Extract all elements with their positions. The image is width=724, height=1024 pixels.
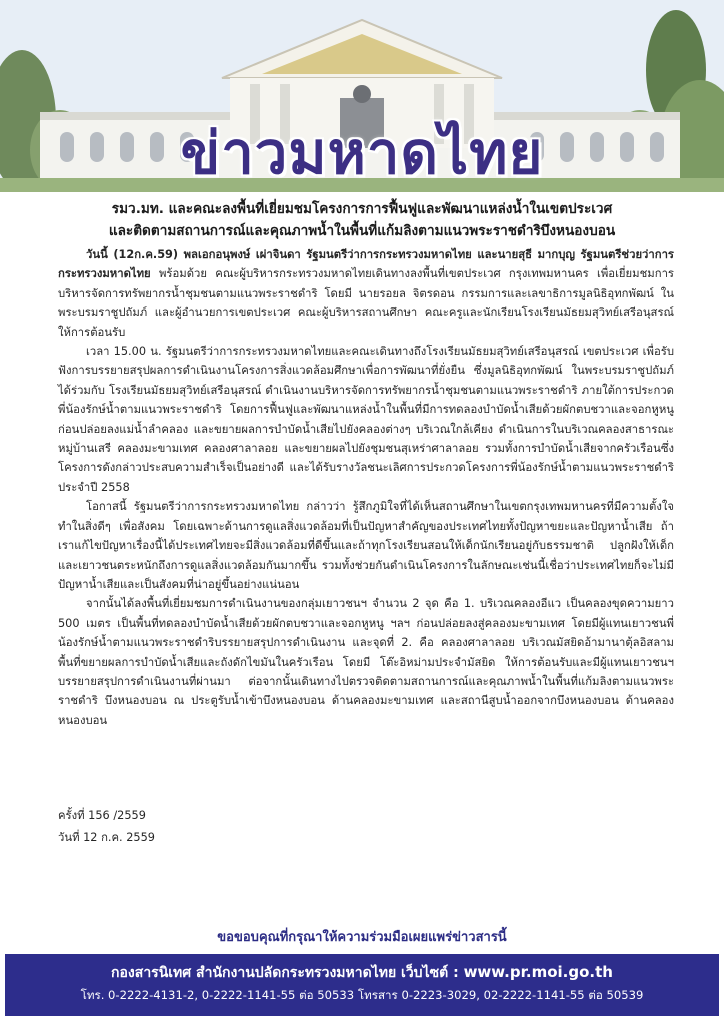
thanks-note: ขอขอบคุณที่กรุณาให้ความร่วมมือเผยแพร่ข่าวสารนี้ — [217, 930, 507, 945]
footer-org: กองสารนิเทศ สำนักงานปลัดกระทรวงมหาดไทย เว็บไซต์ : — [111, 965, 459, 981]
issue-info — [58, 805, 155, 849]
issue-date: วันที่ 12 ก.ค. 2559 — [58, 831, 155, 844]
footer-website-link[interactable]: www.pr.moi.go.th — [463, 963, 613, 981]
paragraph-4: จากนั้นได้ลงพื้นที่เยี่ยมชมการดำเนินงานของกลุ่มเยาวชนฯ จำนวน 2 จุด คือ 1. บริเวณคลองอีแว เป็นคลองขุดความยาว 500 เมตร เป็นพื้นที่ทดลองบำบัดน้ำเสียด้วยผักตบชวาและจอกหูหนู ฯลฯ ก่อนปล่อยลงสู่คลองมะขามเทศ โดยมีผู้แทนเยาวชนพี่น้องรักษ์น้ำตามแนวพระราชดำริบรรยายสรุปการดำเนินงาน และจุดที่ 2. คือ คลองศาลาลอย บริเวณมัสยิดอ้ามานาตุ้ลอิสลาม พื้นที่ขยายผลการบำบัดน้ำเสียและถังดักไขมันในครัวเรือน โดยมี โต๊ะอิหม่ามประจำมัสยิด ให้การต้อนรับและมีผู้แทนเยาวชนฯ บรรยายสรุปการดำเนินงานที่ผ่านมา ต่อจากนั้นเดินทางไปตรวจติดตามสถานการณ์และคุณภาพน้ำในพื้นที่แก้มลิงตามแนวพระราชดำริ บึงหนองบอน ณ ประตูรับน้ำเข้าบึงหนองบอน ด้านคลองมะขามเทศ และสถานีสูบน้ำออกจากบึงหนองบอน ด้านคลองหนองบอน — [58, 597, 674, 727]
paragraph-3: โอกาสนี้ รัฐมนตรีว่าการกระทรวงมหาดไทย กล่าวว่า รู้สึกภูมิใจที่ได้เห็นสถานศึกษาในเขตกรุงเทพมหานครที่มีความตั้งใจทำในสิ่งดีๆ เพื่อสังคม โดยเฉพาะด้านการดูแลสิ่งแวดล้อมที่เป็นปัญหาสำคัญของประเทศไทยทั้งปัญหาขยะและปัญหาน้ำเสีย ถ้าเราแก้ไขปัญหาเรื่องนี้ได้ประเทศไทยจะมีสิ่งแวดล้อมที่ดีขึ้นและถ้าทุกโรงเรียนสอนให้เด็กนักเรียนอยู่กับธรรมชาติ ปลูกฝังให้เด็กและเยาวชนตระหนักถึงการดูแลสิ่งแวดล้อมกันมากขึ้น รวมทั้งช่วยกันดำเนินโครงการในลักษณะเช่นนี้เชื่อว่าประเทศไทยก็จะไม่มีปัญหาน้ำเสียและเป็นสังคมที่น่าอยู่ขึ้นอย่างแน่นอน — [58, 500, 674, 591]
paragraph-1-text: พร้อมด้วย คณะผู้บริหารกระทรวงมหาดไทยเดินทางลงพื้นที่เขตประเวศ กรุงเทพมหานคร เพื่อเยี่ยมชมการบริหารจัดการทรัพยากรน้ำชุมชนตามแนวพระราชดำริ โดยมี นายรอยล จิตรดอน กรรมการและเลขาธิการมูลนิธิอุทกพัฒน์ ในพระบรมราชูปถัมภ์ และผู้อำนวยการเขตประเวศ คณะผู้บริหารสถานศึกษา คณะครูและนักเรียนโรงเรียนมัธยมสุวิทย์เสรีอนุสรณ์ ให้การต้อนรับ — [58, 267, 674, 339]
paragraph-1-lead: วันนี้ (12ก.ค.59) พลเอกอนุพงษ์ เผ่าจินดา รัฐมนตรีว่าการกระทรวงมหาดไทย และนายสุธี มากบุญ รัฐมนตรีช่วยว่าการกระทรวงมหาดไทย — [58, 248, 674, 281]
footer-bar — [5, 954, 719, 1016]
paragraph-2: เวลา 15.00 น. รัฐมนตรีว่าการกระทรวงมหาดไทยและคณะเดินทางถึงโรงเรียนมัธยมสุวิทย์เสรีอนุสรณ์ เขตประเวศ เพื่อรับฟังการบรรยายสรุปผลการดำเนินงานโครงการสิ่งแวดล้อมศึกษาเพื่อการพัฒนาที่ยั่งยืน ซึ่งมูลนิธิอุทกพัฒน์ ในพระบรมราชูปถัมภ์ ได้ร่วมกับ โรงเรียนมัธยมสุวิทย์เสรีอนุสรณ์ ดำเนินงานบริหารจัดการทรัพยากรน้ำชุมชนตามแนวพระราชดำริ ภายใต้การประกวดพี่น้องรักษ์น้ำตามแนวพระราชดำริ โดยการฟื้นฟูและพัฒนาแหล่งน้ำในพื้นที่มีการทดลองบำบัดน้ำเสียด้วยผักตบชวาและจอกหูหนูก่อนปล่อยลงแม่น้ำลำคลอง และขยายผลการบำบัดน้ำเสียไปยังคลองต่างๆ บริเวณใกล้เคียง ดำเนินการในบริเวณคลองสาธารณะหมู่บ้านเสรี คลองมะขามเทศ คลองศาลาลอย และขยายผลไปยังชุมชนสุเหร่าศาลาลอย รวมทั้งการบำบัดน้ำเสียจากครัวเรือนซึ่งโครงการดังกล่าวประสบความสำเร็จเป็นอย่างดี และได้รับรางวัลชนะเลิศการประกวดโครงการพี่น้องรักษ์น้ำตามแนวพระราชดำริ ประจำปี 2558 — [58, 345, 674, 494]
headline-line-1: รมว.มท. และคณะลงพื้นที่เยี่ยมชมโครงการการฟื้นฟูและพัฒนาแหล่งน้ำในเขตประเวศ — [111, 201, 613, 217]
news-headline — [0, 198, 724, 242]
issue-number: ครั้งที่ 156 /2559 — [58, 809, 146, 822]
footer-org-line — [5, 962, 719, 984]
footer-contacts: โทร. 0-2222-4131-2, 0-2222-1141-55 ต่อ 50533 โทรสาร 0-2223-3029, 02-2222-1141-55 ต่อ 50539 — [80, 988, 644, 1002]
masthead-title: ข่าวมหาดไทย — [180, 119, 544, 187]
headline-line-2: และติดตามสถานการณ์และคุณภาพน้ำในพื้นที่แก้มลิงตามแนวพระราชดำริบึงหนองบอน — [108, 223, 616, 239]
news-body — [58, 245, 674, 730]
paragraph-1 — [58, 245, 674, 342]
